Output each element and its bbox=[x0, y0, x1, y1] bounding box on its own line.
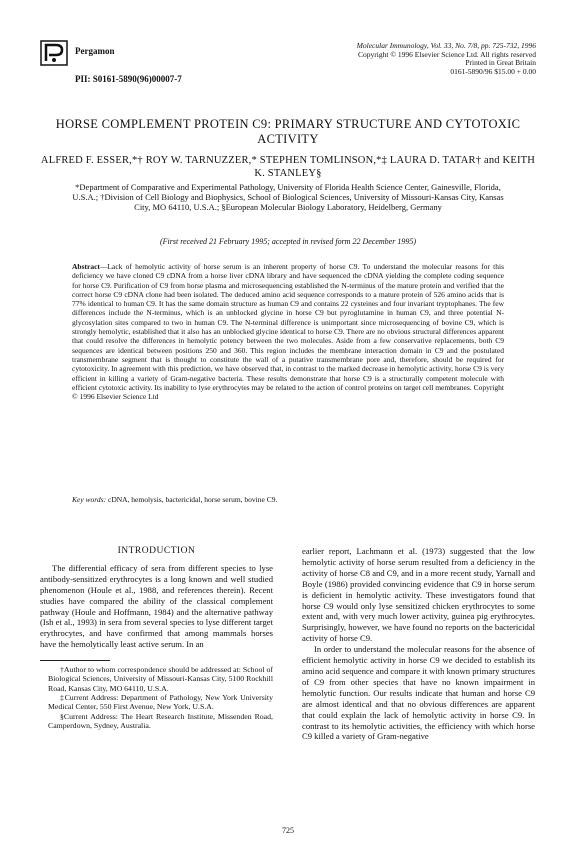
introduction-heading: INTRODUCTION bbox=[117, 546, 196, 556]
printed-in-line: Printed in Great Britain bbox=[465, 58, 536, 67]
copyright-line: Copyright © 1996 Elsevier Science Ltd. All rights reserved bbox=[358, 49, 536, 59]
journal-citation-line: Molecular Immunology, Vol. 33, No. 7/8, pp. 725-732, 1996 bbox=[356, 41, 536, 50]
right-column bbox=[302, 546, 535, 742]
footnote-current-address-2: §Current Address: The Heart Research Institute, Missenden Road, Camperdown, Sydney, Australia. bbox=[48, 711, 273, 730]
intro-paragraph-1-continued: earlier report, Lachmann et al. (1973) suggested that the low hemolytic activity of horse serum resulted from a deficiency in the activity of horse C8 and C9, and in a more recent study, Yarnall and Boyle (1986) provided convincing evidence that C9 in horse serum is deficient in hemolytic activity. These investigators found that horse C9 would only lyse sensitized chicken erythrocytes to some extent and, with very much lower activity, guinea pig erythrocytes. Surprisingly, however, we have found no reports on the bactericidal activity of horse C9. bbox=[302, 546, 535, 644]
issn-price-line: 0161-5890/96 $15.00 + 0.00 bbox=[450, 66, 536, 76]
pergamon-logo-icon bbox=[40, 40, 68, 66]
page-number: 725 bbox=[282, 826, 294, 835]
keywords bbox=[72, 495, 504, 504]
keywords-text: cDNA, hemolysis, bactericidal, horse serum, bovine C9. bbox=[106, 495, 278, 504]
footnote-current-address-1: ‡Current Address: Department of Pathology, New York University Medical Center, 550 First Avenue, New York, U.S.A. bbox=[48, 693, 273, 712]
keywords-label: Key words: bbox=[72, 495, 107, 504]
author-affiliations: *Department of Comparative and Experimental Pathology, University of Florida Health Science Center, Gainesville, Florida, U.S.A.; †Division of Cell Biology and Biophysics, School of Biological Sciences, University of Missouri-Kansas City, Kansas City, MO 64110, U.S.A.; §European Molecular Biology Laboratory, Heidelberg, Germany bbox=[72, 182, 504, 212]
article-title: HORSE COMPLEMENT PROTEIN C9: PRIMARY STRUCTURE AND CYTOTOXIC ACTIVITY bbox=[55, 117, 521, 146]
received-dates: (First received 21 February 1995; accepted in revised form 22 December 1995) bbox=[160, 237, 416, 246]
pii-identifier: PII: S0161-5890(96)00007-7 bbox=[75, 74, 182, 84]
footnote-divider bbox=[40, 660, 110, 661]
footnote-corresponding-author: †Author to whom correspondence should be addressed at: School of Biological Sciences, University of Missouri-Kansas City, 5100 Rockhill Road, Kansas City, MO 64110, U.S.A. bbox=[48, 665, 273, 693]
abstract bbox=[72, 262, 504, 401]
intro-paragraph-2: In order to understand the molecular reasons for the absence of efficient hemolytic activity in horse C9 we decided to establish its amino acid sequence and compare it with known primary structures of C9 from other species that have no known impairment in hemolytic function. Our results indicate that human and horse C9 are almost identical and that no obvious differences are apparent that could explain the lack of hemolytic activity in horse C9. In contrast to its hemolytic activities, the efficiency with which horse C9 killed a variety of Gram-negative bbox=[302, 644, 535, 742]
journal-citation-block bbox=[276, 42, 536, 76]
article-authors: ALFRED F. ESSER,*† ROY W. TARNUZZER,* STEPHEN TOMLINSON,*‡ LAURA D. TATAR† and KEITH K. STANLEY§ bbox=[40, 155, 536, 179]
publisher-name: Pergamon bbox=[75, 46, 115, 56]
intro-paragraph-1: The differential efficacy of sera from different species to lyse antibody-sensitized erythrocytes is a long known and well studied phenomenon (Houle et al., 1988, and references therein). Recent studies have compared the ability of the classical complement pathway (Houle and Hoffmann, 1984) and the alternative pathway (Ish et al., 1993) in sera from several species to lyse different target erythrocytes, and have confirmed that among mammals horses have the hemolytically least active serum. In an bbox=[40, 562, 273, 650]
abstract-text: —Lack of hemolytic activity of horse serum is an inherent property of horse C9. To understand the molecular reasons for this deficiency we have cloned C9 cDNA from a horse liver cDNA library and have sequenced the cDNA yielding the complete coding sequence for horse C9. Purification of C9 from horse plasma and microsequencing established the N-terminus of the mature protein and verified that the correct horse C9 cDNA clone had been isolated. The deduced amino acid sequence corresponds to a mature protein of 526 amino acids that is 77% identical to human C9. It has the same domain structure as human C9 and contains 22 cysteines and four invariant tryptophanes. The few differences include the N-terminus, which is an unblocked glycine in horse C9 but pyroglutamine in human C9, and three potential N-glycosylation sites compared to two in human C9. The N-terminal difference is unimportant since microsequencing of bovine C9, which is strongly hemolytic, established that it also has an unblocked glycine identical to horse C9. There are no obvious structural differences apparent that could resolve the differences in hemolytic potency between the two molecules. Aside from a few conservative replacements, both C9 sequences are identical between positions 250 and 360. This region includes the membrane interaction domain in C9 and the postulated transmembrane segment that is thought to constitute the wall of a putative transmembrane pore and, therefore, should be required for cytotoxicity. In agreement with this prediction, we have observed that, in contrast to the marked decrease in hemolytic activity, horse C9 is very efficient in killing a variety of Gram-negative bacteria. These results demonstrate that horse C9 is a structurally competent molecule with efficient cytotoxic activity. Its inability to lyse erythrocytes may be related to the action of control proteins on target cell membranes. Copyright © 1996 Elsevier Science Ltd bbox=[72, 262, 504, 402]
abstract-label: Abstract bbox=[72, 262, 100, 271]
left-column bbox=[40, 546, 273, 730]
